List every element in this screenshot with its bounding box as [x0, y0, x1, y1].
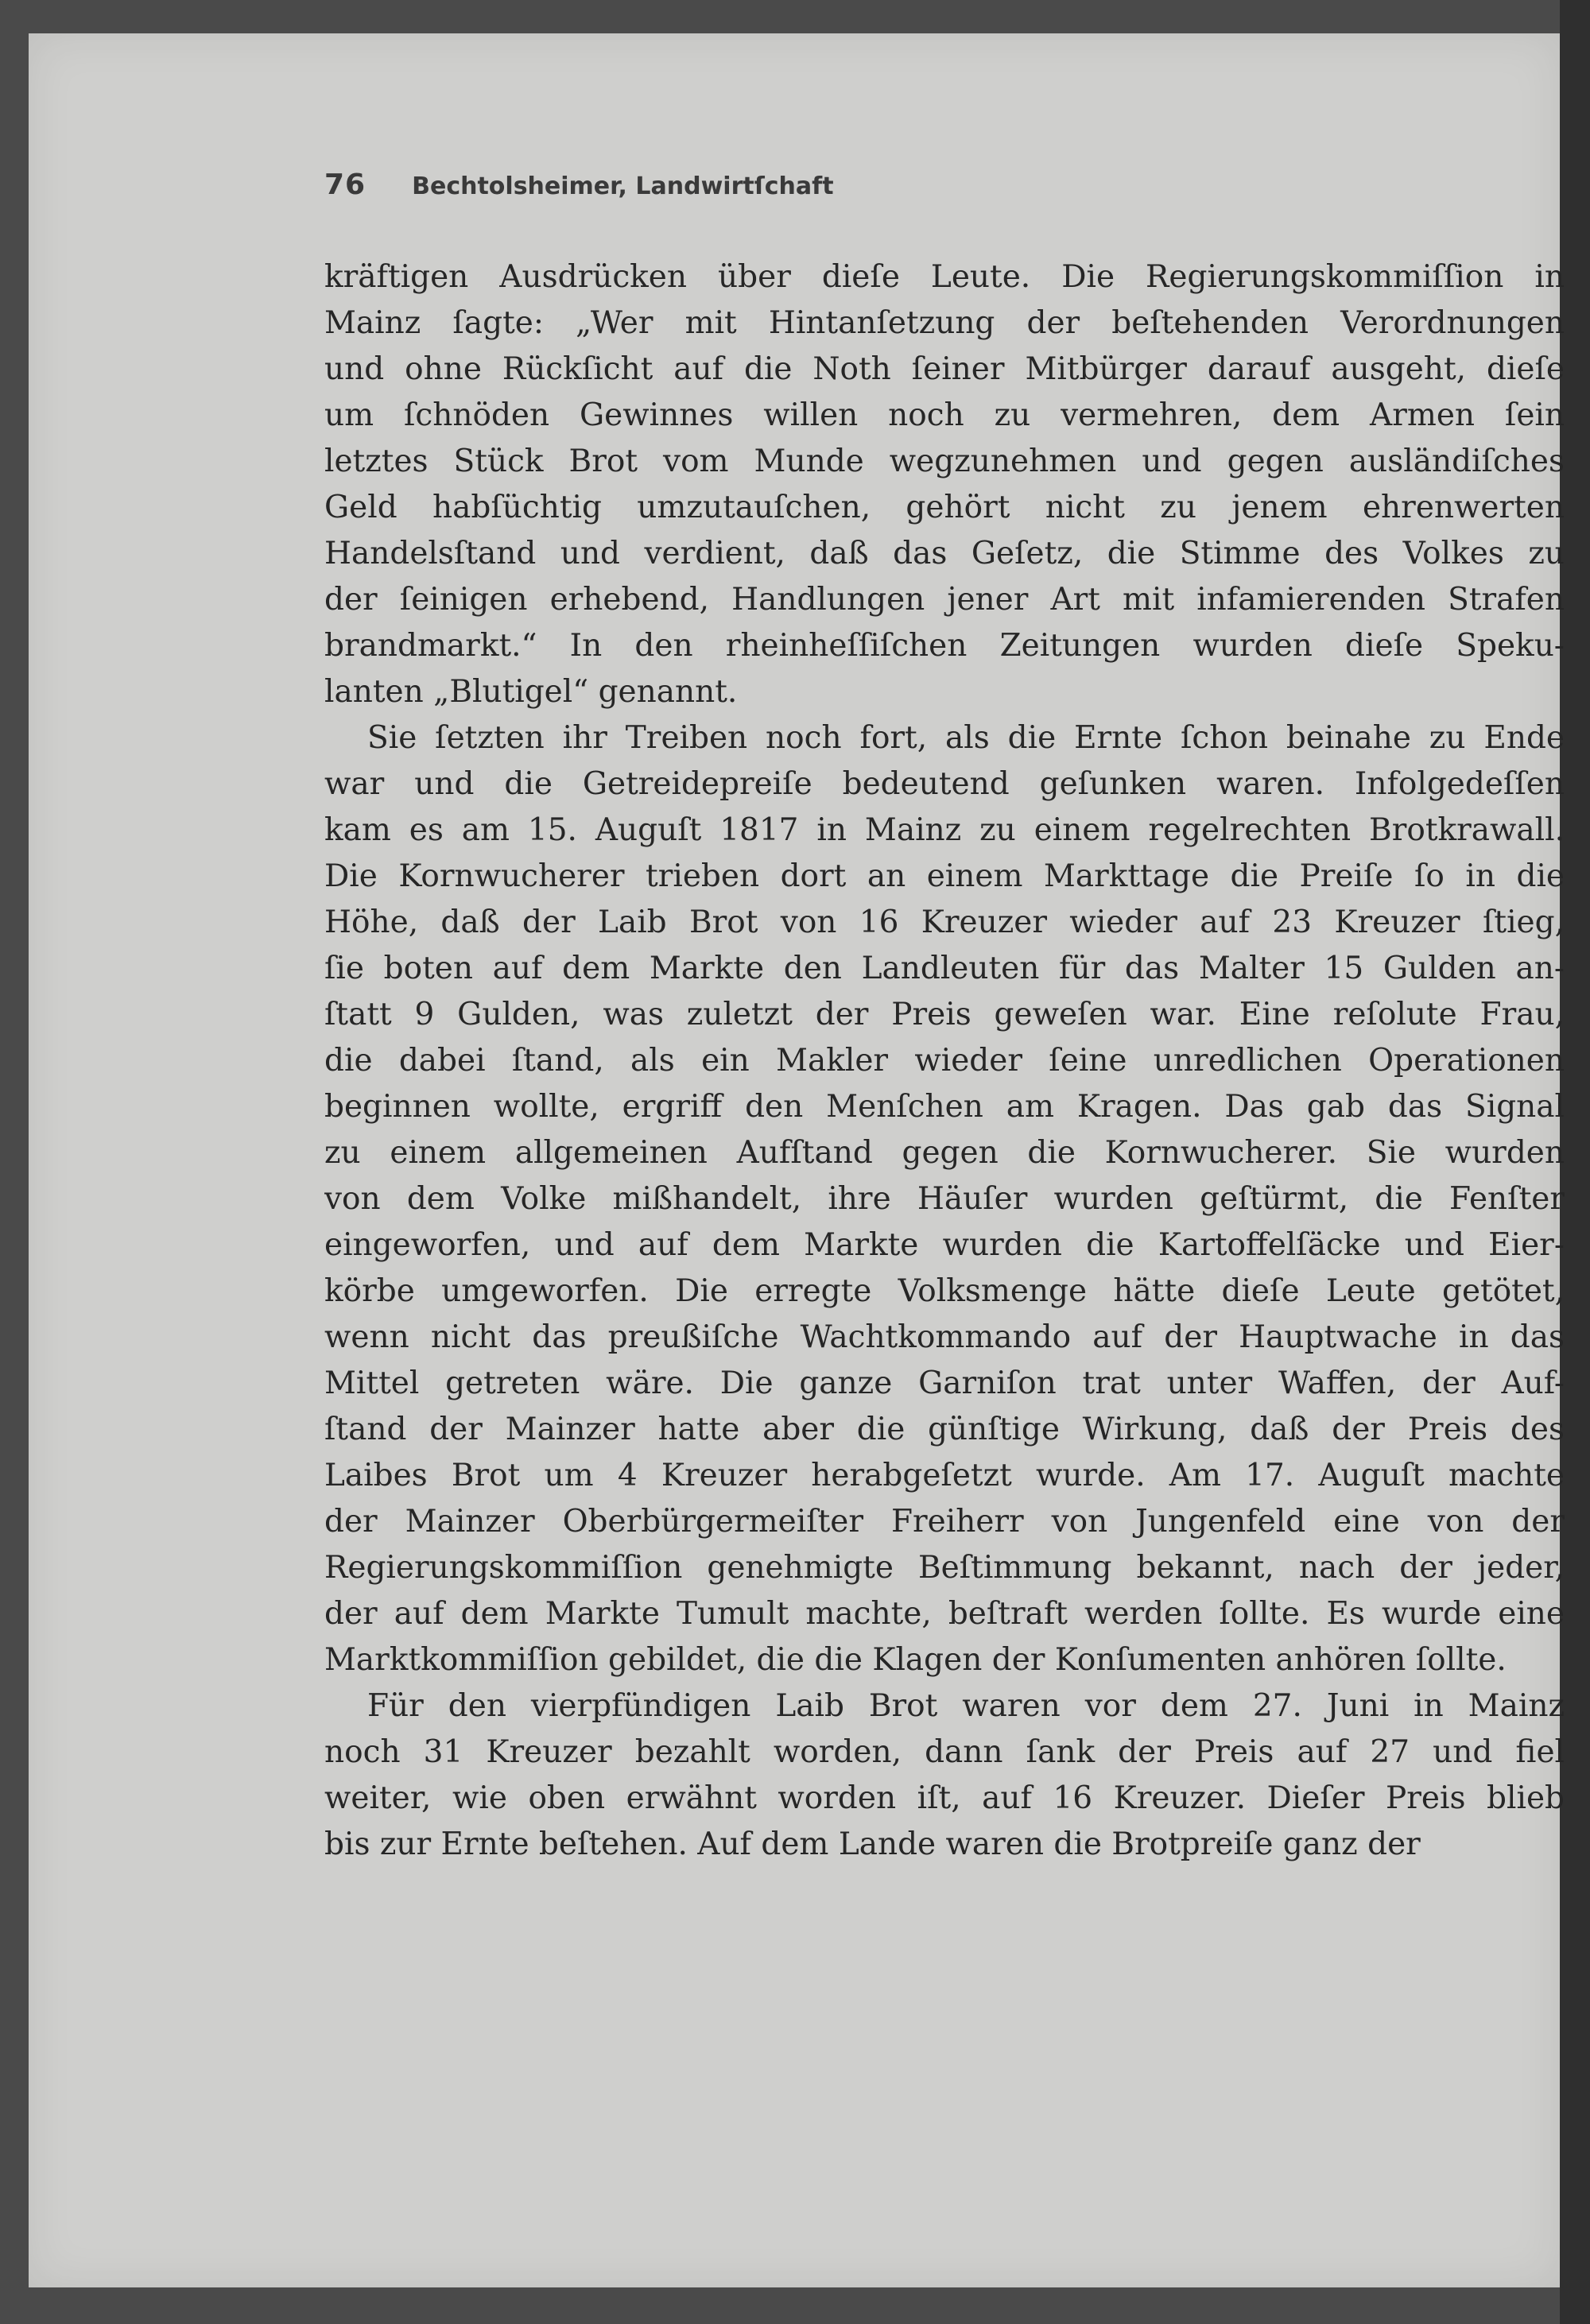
text-line: kam es am 15. Auguſt 1817 in Mainz zu einem regelrechten Brotkrawall. — [324, 812, 1565, 848]
text-line: Mittel getreten wäre. Die ganze Garniſon trat unter Waffen, der Auf- — [324, 1365, 1565, 1401]
text-line: Handelsſtand und verdient, daß das Geſetz, die Stimme des Volkes zu — [324, 536, 1565, 571]
text-line: war und die Getreidepreiſe bedeutend geſunken waren. Infolgedeſſen — [324, 766, 1565, 802]
text-line: Mainz ſagte: „Wer mit Hintanſetzung der beſtehenden Verordnungen — [324, 305, 1565, 341]
text-line: Regierungskommiſſion genehmigte Beſtimmung bekannt, nach der jeder, — [324, 1550, 1565, 1586]
text-line: noch 31 Kreuzer bezahlt worden, dann ſank der Preis auf 27 und fiel — [324, 1734, 1565, 1770]
text-line: Für den vierpfündigen Laib Brot waren vor dem 27. Juni in Mainz — [367, 1688, 1565, 1724]
text-line: kräftigen Ausdrücken über dieſe Leute. Die Regierungskommiſſion in — [324, 259, 1565, 295]
text-line: der auf dem Markte Tumult machte, beſtraft werden ſollte. Es wurde eine — [324, 1596, 1565, 1632]
text-line: letztes Stück Brot vom Munde wegzunehmen und gegen ausländiſches — [324, 443, 1565, 479]
text-line: um ſchnöden Gewinnes willen noch zu vermehren, dem Armen ſein — [324, 397, 1565, 433]
text-line: ſtand der Mainzer hatte aber die günſtige Wirkung, daß der Preis des — [324, 1412, 1565, 1447]
text-line: Höhe, daß der Laib Brot von 16 Kreuzer wieder auf 23 Kreuzer ſtieg, — [324, 904, 1565, 940]
text-line: brandmarkt.“ In den rheinheſſiſchen Zeitungen wurden dieſe Speku- — [324, 628, 1565, 664]
text-line: Marktkommiſſion gebildet, die die Klagen der Konſumenten anhören ſollte. — [324, 1642, 1507, 1678]
text-line: eingeworfen, und auf dem Markte wurden die Kartoffelſäcke und Eier- — [324, 1227, 1565, 1263]
paragraph — [324, 254, 1565, 715]
text-line: der Mainzer Oberbürgermeiſter Freiherr von Jungenfeld eine von der — [324, 1504, 1565, 1540]
text-line: ſtatt 9 Gulden, was zuletzt der Preis geweſen war. Eine reſolute Frau, — [324, 997, 1565, 1032]
text-line: beginnen wollte, ergriff den Menſchen am Kragen. Das gab das Signal — [324, 1089, 1565, 1125]
paragraph — [324, 1683, 1565, 1868]
running-head — [324, 168, 1565, 216]
text-line: Die Kornwucherer trieben dort an einem Markttage die Preiſe ſo in die — [324, 858, 1565, 894]
text-line: körbe umgeworfen. Die erregte Volksmenge hätte dieſe Leute getötet, — [324, 1273, 1565, 1309]
text-line: bis zur Ernte beſtehen. Auf dem Lande waren die Brotpreiſe ganz der — [324, 1826, 1421, 1862]
text-line: lanten „Blutigel“ genannt. — [324, 674, 738, 710]
text-line: Laibes Brot um 4 Kreuzer herabgeſetzt wurde. Am 17. Auguſt machte — [324, 1458, 1565, 1493]
text-line: ſie boten auf dem Markte den Landleuten für das Malter 15 Gulden an- — [324, 951, 1565, 986]
text-line: Geld habſüchtig umzutauſchen, gehört nicht zu jenem ehrenwerten — [324, 490, 1565, 525]
text-line: der ſeinigen erhebend, Handlungen jener Art mit infamierenden Strafen — [324, 582, 1565, 618]
body-text — [324, 254, 1565, 1868]
running-title: Bechtolsheimer, Landwirtſchaft — [412, 172, 834, 200]
text-line: wenn nicht das preußiſche Wachtkommando auf der Hauptwache in das — [324, 1319, 1565, 1355]
book-page — [29, 33, 1565, 2287]
text-line: Sie ſetzten ihr Treiben noch fort, als die Ernte ſchon beinahe zu Ende — [367, 720, 1565, 756]
text-line: von dem Volke mißhandelt, ihre Häuſer wurden geſtürmt, die Fenſter — [324, 1181, 1565, 1217]
text-line: weiter, wie oben erwähnt worden iſt, auf 16 Kreuzer. Dieſer Preis blieb — [324, 1780, 1565, 1816]
text-line: zu einem allgemeinen Aufſtand gegen die Kornwucherer. Sie wurden — [324, 1135, 1565, 1171]
paragraph — [324, 715, 1565, 1683]
text-line: und ohne Rückſicht auf die Noth ſeiner Mitbürger darauf ausgeht, dieſe — [324, 351, 1565, 387]
page-number: 76 — [324, 168, 366, 201]
page-content — [324, 168, 1565, 1868]
text-line: die dabei ſtand, als ein Makler wieder ſeine unredlichen Operationen — [324, 1043, 1565, 1079]
